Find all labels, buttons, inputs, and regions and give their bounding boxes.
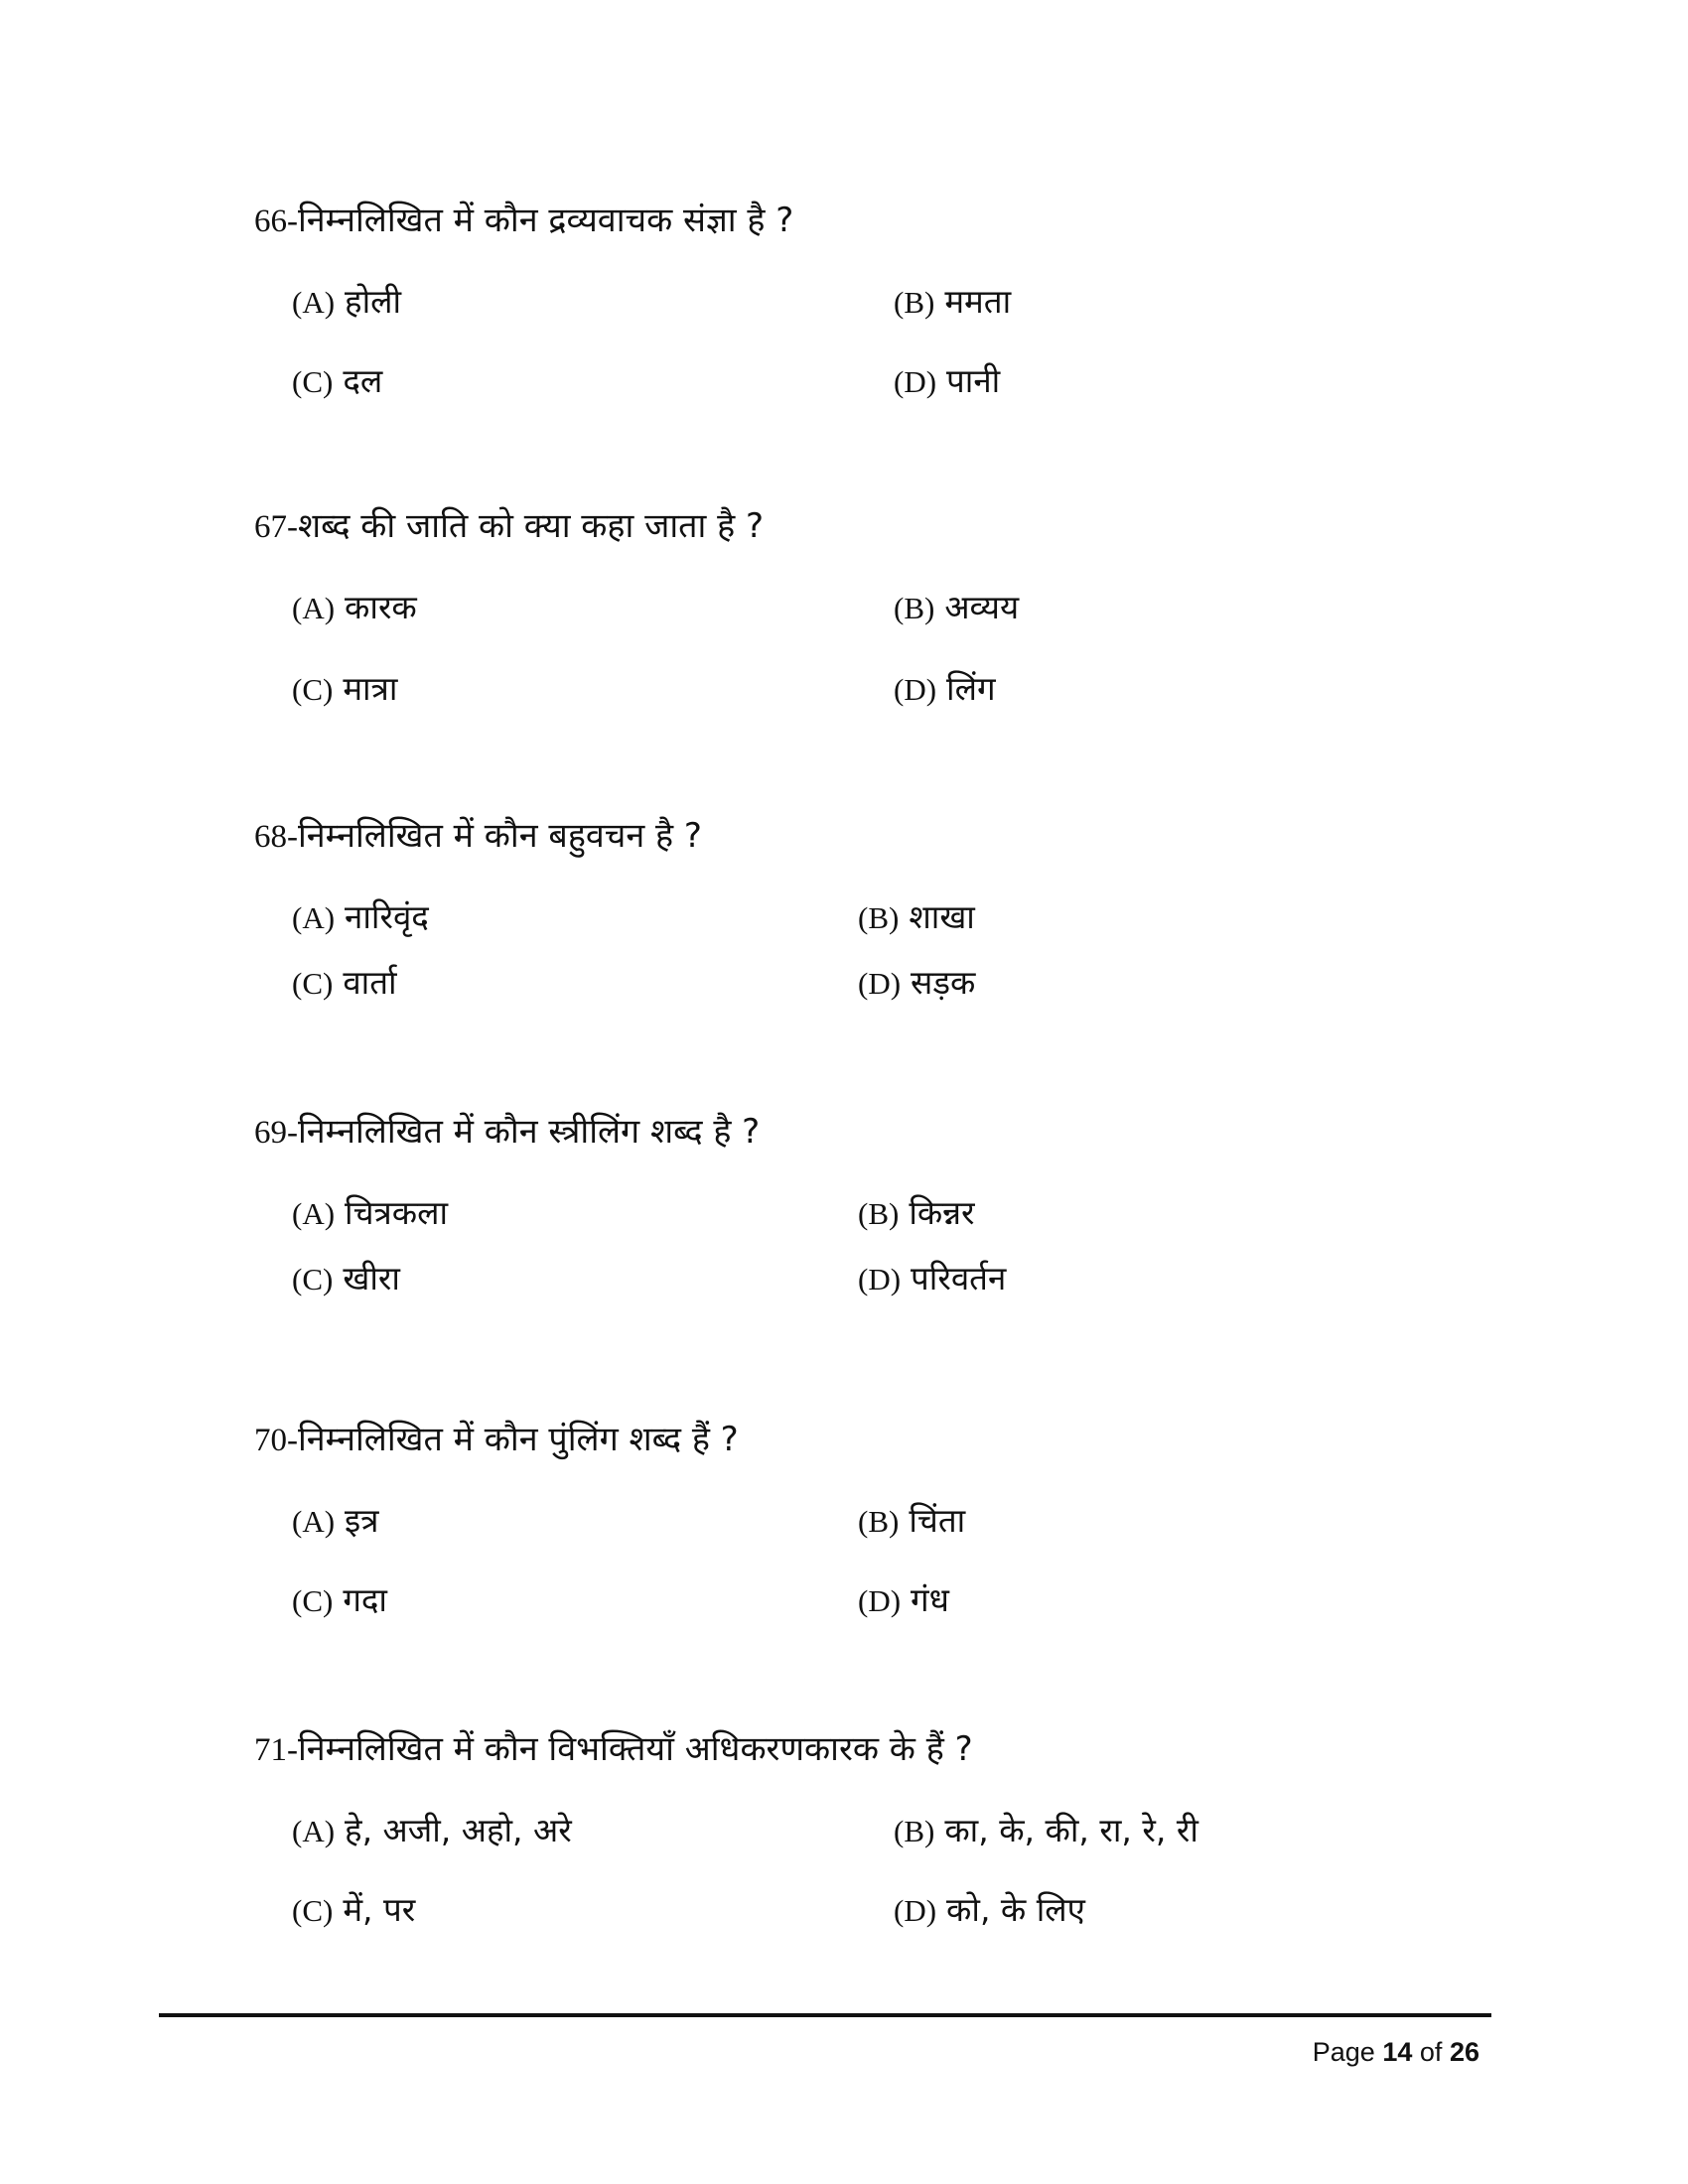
option-letter: (D): [858, 966, 902, 1001]
option-d: [894, 1888, 1085, 1933]
option-text: अव्यय: [944, 588, 1020, 626]
option-c: [292, 1888, 415, 1933]
option-a: [292, 1499, 378, 1544]
option-letter: (B): [858, 1196, 900, 1231]
page-current-number: 14: [1382, 2037, 1413, 2067]
option-c: [292, 1257, 400, 1301]
option-a: [292, 1191, 448, 1236]
option-letter: (C): [292, 1893, 334, 1928]
question-number: 69-: [254, 1115, 298, 1151]
option-text: परिवर्तन: [911, 1259, 1007, 1297]
question-text: [254, 814, 1495, 859]
option-text: इत्र: [345, 1501, 379, 1540]
option-text: चित्रकला: [345, 1193, 449, 1232]
option-letter: (A): [292, 900, 336, 935]
option-text: नारिवृंद: [345, 897, 429, 936]
question-number: 66-: [254, 204, 298, 239]
option-text: ममता: [944, 282, 1012, 321]
option-letter: (A): [292, 1504, 336, 1539]
option-b: [858, 1191, 975, 1236]
question-67: [254, 504, 1495, 708]
option-b: [858, 1499, 965, 1544]
option-text: मात्रा: [343, 669, 398, 708]
question-66: [254, 199, 1495, 400]
question-text: [254, 199, 1495, 243]
question-71: [254, 1727, 1495, 1929]
option-text: सड़क: [911, 963, 976, 1002]
option-text: गदा: [343, 1580, 387, 1619]
option-text: को, के लिए: [946, 1890, 1085, 1929]
option-letter: (C): [292, 966, 334, 1001]
option-d: [894, 359, 1000, 404]
option-text: में, पर: [343, 1890, 416, 1929]
option-text: पानी: [946, 361, 1001, 400]
option-text: वार्ता: [343, 963, 397, 1002]
of-word: of: [1419, 2037, 1443, 2067]
option-text: शाखा: [909, 897, 975, 936]
question-stem: निम्नलिखित में कौन द्रव्यवाचक संज्ञा है ?: [298, 201, 794, 240]
option-text: का, के, की, रा, रे, री: [944, 1811, 1198, 1849]
footer-divider: [159, 2013, 1491, 2017]
option-letter: (D): [894, 672, 937, 707]
option-letter: (A): [292, 1196, 336, 1231]
question-stem: निम्नलिखित में कौन विभक्तियाँ अधिकरणकारक के हैं ?: [298, 1729, 973, 1769]
option-letter: (D): [894, 364, 937, 399]
option-letter: (B): [858, 900, 900, 935]
option-letter: (A): [292, 591, 336, 625]
option-a: [292, 586, 417, 630]
option-text: खीरा: [343, 1259, 400, 1297]
option-text: दल: [343, 361, 383, 400]
option-letter: (C): [292, 1262, 334, 1297]
page-total-number: 26: [1449, 2037, 1479, 2067]
question-text: [254, 1110, 1495, 1155]
option-letter: (B): [894, 1814, 935, 1848]
option-a: [292, 895, 429, 940]
option-text: किन्नर: [909, 1193, 975, 1232]
option-letter: (C): [292, 364, 334, 399]
option-letter: (D): [894, 1893, 937, 1928]
question-69: [254, 1110, 1495, 1297]
question-stem: निम्नलिखित में कौन पुंलिंग शब्द हैं ?: [298, 1420, 739, 1459]
option-letter: (B): [894, 285, 935, 320]
option-letter: (C): [292, 672, 334, 707]
option-c: [292, 667, 397, 712]
option-d: [858, 1578, 949, 1623]
question-number: 67-: [254, 509, 298, 545]
question-text: [254, 1418, 1495, 1462]
question-text: [254, 1727, 1495, 1772]
option-d: [894, 667, 996, 712]
option-b: [894, 586, 1019, 630]
question-text: [254, 504, 1495, 549]
option-letter: (B): [894, 591, 935, 625]
option-b: [894, 280, 1011, 325]
option-text: गंध: [911, 1580, 949, 1619]
option-text: चिंता: [909, 1501, 966, 1540]
option-text: लिंग: [946, 669, 996, 708]
option-letter: (D): [858, 1262, 902, 1297]
option-d: [858, 961, 975, 1006]
question-70: [254, 1418, 1495, 1619]
option-letter: (A): [292, 1814, 336, 1848]
option-c: [292, 1578, 387, 1623]
option-text: कारक: [345, 588, 417, 626]
option-letter: (D): [858, 1583, 902, 1618]
option-c: [292, 359, 382, 404]
option-letter: (C): [292, 1583, 334, 1618]
option-text: हे, अजी, अहो, अरे: [345, 1811, 572, 1849]
question-stem: शब्द की जाति को क्या कहा जाता है ?: [298, 506, 765, 546]
option-b: [894, 1809, 1198, 1853]
page-word: Page: [1312, 2037, 1375, 2067]
question-68: [254, 814, 1495, 1002]
option-letter: (A): [292, 285, 336, 320]
question-stem: निम्नलिखित में कौन स्त्रीलिंग शब्द है ?: [298, 1112, 761, 1152]
question-number: 70-: [254, 1423, 298, 1458]
option-b: [858, 895, 975, 940]
option-letter: (B): [858, 1504, 900, 1539]
question-number: 71-: [254, 1732, 298, 1768]
option-a: [292, 1809, 572, 1853]
option-c: [292, 961, 397, 1006]
question-number: 68-: [254, 819, 298, 855]
option-text: होली: [345, 282, 402, 321]
option-a: [292, 280, 401, 325]
option-d: [858, 1257, 1006, 1301]
question-stem: निम्नलिखित में कौन बहुवचन है ?: [298, 816, 702, 856]
page-footer: [1313, 2037, 1479, 2068]
